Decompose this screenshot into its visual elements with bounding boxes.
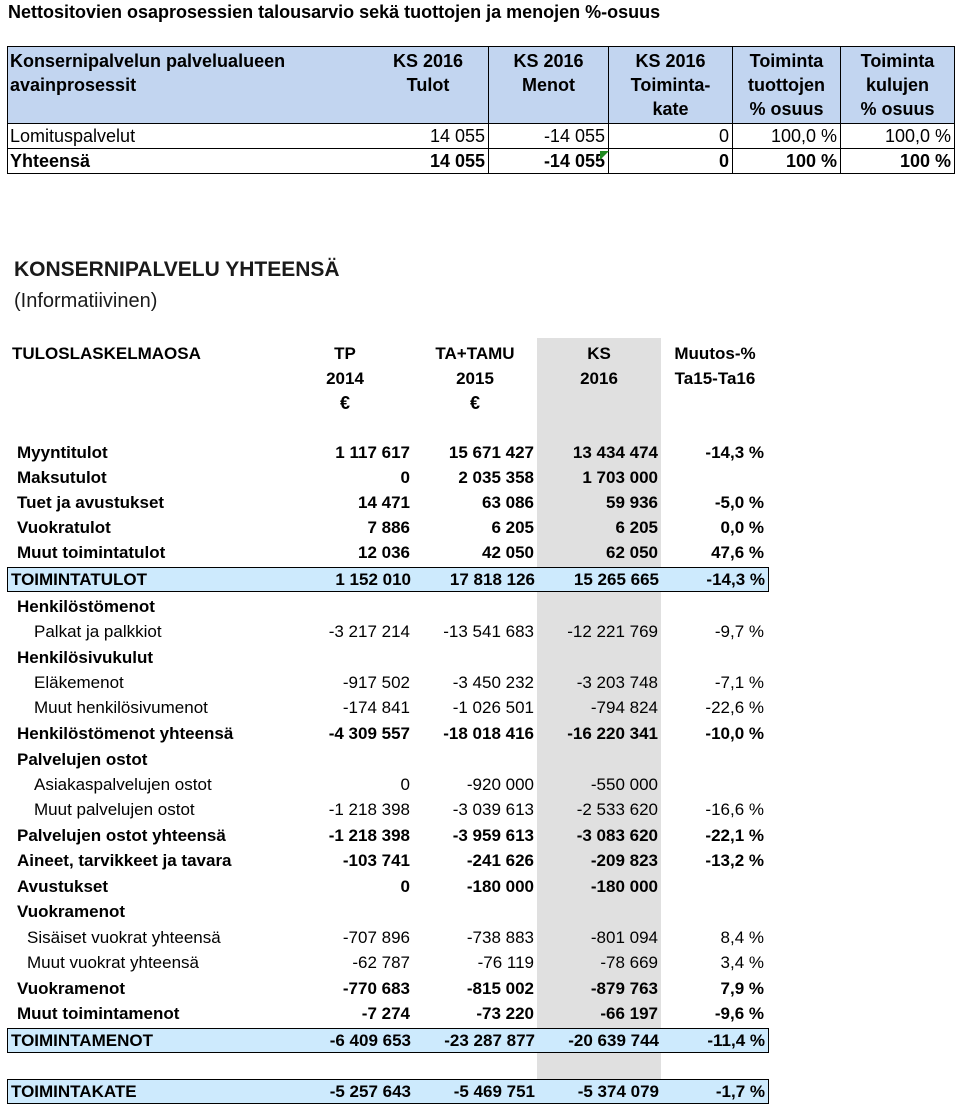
cell-ta: 17 818 126	[449, 570, 535, 589]
cell-mu: -1,7 %	[715, 1082, 765, 1101]
table-row	[7, 440, 769, 465]
cell-ks: 6 205	[615, 518, 658, 537]
cell-mu: -5,0 %	[714, 493, 764, 512]
cell-mu: -13,2 %	[705, 851, 764, 870]
cell-mu: 3,4 %	[720, 953, 764, 972]
cell-mu: -16,6 %	[705, 800, 764, 819]
cell-ks: 1 703 000	[582, 468, 658, 487]
header-line: tuottojen	[748, 75, 825, 95]
cell-ta: -13 541 683	[443, 622, 534, 641]
cell-tuottojen: 100 %	[732, 149, 840, 173]
table-row	[7, 848, 769, 873]
row-label: Vuokramenot	[17, 902, 126, 921]
cell-tp: 14 471	[358, 493, 410, 512]
row-label: Muut toimintamenot	[17, 1004, 180, 1023]
total-row	[7, 1028, 769, 1053]
section-subtitle: (Informatiivinen)	[14, 290, 158, 312]
table-row	[7, 899, 769, 924]
row-label: Henkilöstömenot yhteensä	[17, 724, 234, 743]
header-line: Tulot	[406, 75, 450, 95]
row-label: Palkat ja palkkiot	[34, 622, 162, 641]
cell-comment-marker	[600, 151, 609, 160]
cell-mu: 8,4 %	[720, 928, 764, 947]
cell-kulujen: 100,0 %	[840, 124, 954, 148]
row-label: Vuokramenot	[17, 979, 126, 998]
cell-mu: -22,1 %	[705, 826, 764, 845]
header-kulujen	[840, 47, 954, 125]
cell-tp: -917 502	[342, 673, 410, 692]
header-muutos	[660, 341, 770, 391]
table-row	[7, 747, 769, 772]
header-tuottojen	[732, 47, 840, 125]
table-row	[7, 515, 769, 540]
row-label: Sisäiset vuokrat yhteensä	[27, 928, 221, 947]
cell-tp: 0	[400, 775, 410, 794]
row-label: Lomituspalvelut	[10, 126, 136, 146]
row-label: Muut palvelujen ostot	[34, 800, 195, 819]
cell-tp: -3 217 214	[328, 622, 410, 641]
row-label: TOIMINTAMENOT	[11, 1031, 153, 1050]
table-row	[7, 695, 769, 720]
header-line: Ta15-Ta16	[674, 369, 756, 388]
cell-ta: -3 039 613	[452, 800, 534, 819]
header-line: 2014	[326, 369, 364, 388]
cell-tp: -4 309 557	[328, 724, 410, 743]
header-line: KS 2016	[392, 51, 464, 71]
row-label: Palvelujen ostot	[17, 750, 148, 769]
cell-ta: -18 018 416	[443, 724, 534, 743]
header-menot	[488, 47, 608, 125]
table-row	[7, 950, 769, 975]
table-row	[7, 721, 769, 746]
cell-mu: -14,3 %	[706, 570, 765, 589]
header-line: % osuus	[749, 99, 824, 119]
header-tp	[300, 341, 390, 416]
cell-mu: -7,1 %	[714, 673, 764, 692]
cell-ks: -3 083 620	[576, 826, 658, 845]
cell-ta: 42 050	[482, 543, 534, 562]
cell-ks: 59 936	[606, 493, 658, 512]
header-line: % osuus	[860, 99, 935, 119]
table-row	[7, 925, 769, 950]
cell-ks: -66 197	[600, 1004, 658, 1023]
cell-tp: 1 152 010	[335, 570, 411, 589]
cell-mu: 47,6 %	[711, 543, 764, 562]
row-label: Myyntitulot	[17, 443, 108, 462]
header-line: Toiminta-	[630, 75, 711, 95]
table-row	[7, 797, 769, 822]
cell-tulot: 14 055	[429, 151, 485, 171]
cell-ks: -78 669	[600, 953, 658, 972]
total-row	[7, 1079, 769, 1104]
row-label: TOIMINTATULOT	[11, 570, 147, 589]
table-row	[7, 619, 769, 644]
header-line: 2016	[580, 369, 618, 388]
cell-ks: -16 220 341	[567, 724, 658, 743]
cell-ta: -738 883	[466, 928, 534, 947]
cell-ks: 62 050	[606, 543, 658, 562]
cell-ks: -5 374 079	[577, 1082, 659, 1101]
cell-ta: -241 626	[466, 851, 534, 870]
cell-ks: -879 763	[590, 979, 658, 998]
cell-ta: -23 287 877	[444, 1031, 535, 1050]
row-label: Avustukset	[17, 877, 109, 896]
cell-kulujen: 100 %	[840, 149, 954, 173]
cell-menot: -14 055	[488, 124, 608, 148]
cell-kate: 0	[608, 149, 732, 173]
header-line: TA+TAMU	[435, 344, 515, 363]
header-line: avainprosessit	[10, 75, 137, 95]
cell-ks: 15 265 665	[573, 570, 659, 589]
euro-sign: €	[339, 393, 350, 413]
table-row	[7, 594, 769, 619]
header-processes	[10, 47, 395, 125]
header-line: Toiminta	[749, 51, 824, 71]
cell-mu: 0,0 %	[720, 518, 764, 537]
header-line: KS 2016	[513, 51, 584, 71]
table-row	[7, 465, 769, 490]
header-line: KS	[587, 344, 611, 363]
header-line: TULOSLASKELMAOSA	[12, 344, 201, 363]
process-table-header	[7, 46, 955, 124]
header-line: Muutos-%	[674, 344, 756, 363]
header-ta	[415, 341, 535, 416]
cell-mu: -22,6 %	[705, 698, 764, 717]
cell-ks: 13 434 474	[572, 443, 658, 462]
cell-ta: -3 959 613	[452, 826, 534, 845]
row-label: Henkilösivukulut	[17, 648, 154, 667]
cell-ks: -2 533 620	[576, 800, 658, 819]
table-row	[7, 490, 769, 515]
cell-tp: -5 257 643	[329, 1082, 411, 1101]
cell-tp: 0	[400, 468, 410, 487]
cell-mu: -9,7 %	[714, 622, 764, 641]
row-label: Maksutulot	[17, 468, 107, 487]
cell-ta: 63 086	[482, 493, 534, 512]
cell-ta: -180 000	[466, 877, 534, 896]
cell-tp: -62 787	[352, 953, 410, 972]
header-line: kate	[652, 99, 689, 119]
cell-kate: 0	[608, 124, 732, 148]
header-line: Konsernipalvelun palvelualueen	[10, 51, 286, 71]
header-line: 2015	[456, 369, 494, 388]
cell-mu: -10,0 %	[705, 724, 764, 743]
cell-ks: -209 823	[590, 851, 658, 870]
cell-tp: 1 117 617	[335, 443, 410, 462]
cell-ta: -73 220	[476, 1004, 534, 1023]
row-label: TOIMINTAKATE	[11, 1082, 137, 1101]
cell-tp: -770 683	[342, 979, 410, 998]
row-label: Yhteensä	[10, 151, 91, 171]
header-line: TP	[334, 344, 356, 363]
row-label: Henkilöstömenot	[17, 597, 155, 616]
row-label: Muut henkilösivumenot	[34, 698, 208, 717]
row-label: Muut toimintatulot	[17, 543, 166, 562]
cell-tp: -7 274	[361, 1004, 410, 1023]
cell-tp: 7 886	[367, 518, 410, 537]
table-row	[7, 1001, 769, 1026]
table-row	[7, 823, 769, 848]
cell-mu: -11,4 %	[707, 1031, 765, 1050]
cell-ks: -12 221 769	[567, 622, 658, 641]
total-row	[7, 567, 769, 592]
cell-tp: 0	[400, 877, 410, 896]
cell-tp: -174 841	[342, 698, 410, 717]
cell-ta: 15 671 427	[448, 443, 534, 462]
table-row	[7, 772, 769, 797]
header-tulot	[368, 47, 488, 125]
row-label: Aineet, tarvikkeet ja tavara	[17, 851, 232, 870]
section-title: KONSERNIPALVELU YHTEENSÄ	[14, 258, 340, 281]
euro-sign: €	[469, 393, 480, 413]
table-row	[7, 645, 769, 670]
table-row	[7, 540, 769, 565]
cell-tp: -103 741	[342, 851, 410, 870]
table-row	[7, 874, 769, 899]
cell-menot: -14 055	[488, 149, 608, 173]
table-row	[7, 670, 769, 695]
row-label: Palvelujen ostot yhteensä	[17, 826, 226, 845]
header-kate	[608, 47, 732, 125]
row-label: Vuokratulot	[17, 518, 111, 537]
table-row	[7, 976, 769, 1001]
table-row	[7, 124, 955, 149]
cell-ta: -815 002	[466, 979, 534, 998]
row-label: Tuet ja avustukset	[17, 493, 165, 512]
cell-tp: -1 218 398	[328, 800, 410, 819]
row-label: Asiakaspalvelujen ostot	[34, 775, 212, 794]
row-label: Eläkemenot	[34, 673, 124, 692]
cell-ta: -1 026 501	[452, 698, 534, 717]
cell-ks: -3 203 748	[576, 673, 658, 692]
cell-ta: -76 119	[477, 953, 534, 972]
cell-ta: -5 469 751	[453, 1082, 535, 1101]
cell-mu: -9,6 %	[714, 1004, 764, 1023]
cell-tp: 12 036	[358, 543, 410, 562]
cell-ks: -20 639 744	[568, 1031, 659, 1050]
header-tuloslaskelmaosa	[12, 341, 201, 366]
cell-ta: 2 035 358	[458, 468, 534, 487]
table-row-total	[7, 149, 955, 174]
cell-mu: 7,9 %	[720, 979, 764, 998]
header-line: Toiminta	[860, 51, 935, 71]
header-line: Menot	[522, 75, 575, 95]
cell-ks: -794 824	[590, 698, 658, 717]
cell-tp: -6 409 653	[329, 1031, 411, 1050]
page-title: Nettositovien osaprosessien talousarvio sekä tuottojen ja menojen %-osuus	[8, 2, 661, 22]
cell-ks: -550 000	[590, 775, 658, 794]
cell-tulot: 14 055	[429, 126, 485, 146]
cell-ta: 6 205	[491, 518, 534, 537]
cell-tuottojen: 100,0 %	[732, 124, 840, 148]
cell-ta: -920 000	[466, 775, 534, 794]
header-line: kulujen	[865, 75, 929, 95]
cell-tp: -1 218 398	[328, 826, 410, 845]
row-label: Muut vuokrat yhteensä	[27, 953, 199, 972]
cell-mu: -14,3 %	[705, 443, 764, 462]
header-ks	[554, 341, 644, 391]
cell-tp: -707 896	[342, 928, 410, 947]
cell-ks: -180 000	[590, 877, 658, 896]
cell-ta: -3 450 232	[452, 673, 534, 692]
cell-ks: -801 094	[590, 928, 658, 947]
header-line: KS 2016	[635, 51, 706, 71]
